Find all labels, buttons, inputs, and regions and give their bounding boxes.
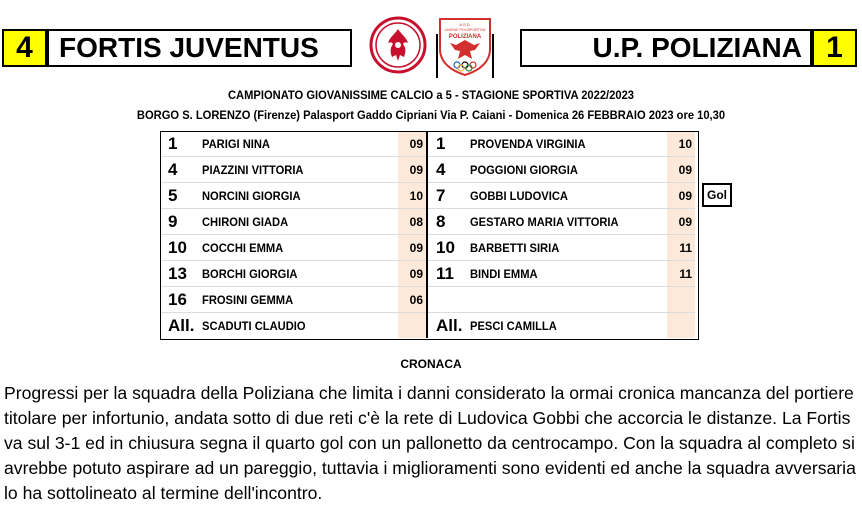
away-player-name-text: BINDI EMMA [470,266,538,281]
lineup-row [160,235,695,261]
home-player-vote: 09 [398,235,427,261]
home-player-number: 4 [160,157,202,183]
away-player-vote [667,287,695,313]
home-player-number: 5 [160,183,202,209]
lineup-row [160,157,695,183]
championship-title: CAMPIONATO GIOVANISSIME CALCIO a 5 - STAGIONE SPORTIVA 2022/2023 [227,88,634,102]
away-player-number: 4 [427,157,470,183]
lineup-row [160,131,695,157]
away-player-name-text: GESTARO MARIA VITTORIA [470,214,619,229]
away-player-vote: 09 [667,209,695,235]
away-player-name [470,235,667,261]
home-player-name [202,235,398,261]
away-player-vote: 11 [667,235,695,261]
home-player-name [202,183,398,209]
home-player-name [202,131,398,157]
away-player-vote [667,313,695,339]
lineup-row [160,183,695,209]
home-player-name-text: BORCHI GIORGIA [202,266,298,281]
away-player-vote: 09 [667,157,695,183]
home-player-name-text: FROSINI GEMMA [202,292,294,307]
home-player-name [202,261,398,287]
home-player-name-text: COCCHI EMMA [202,240,284,255]
fortis-juventus-logo-icon [368,15,428,75]
lineup-row [160,209,695,235]
cronaca-title: CRONACA [400,357,462,371]
goal-marker-badge: Gol [702,183,732,207]
home-player-vote: 08 [398,209,427,235]
away-team-name: U.P. POLIZIANA [520,29,812,67]
home-player-vote: 06 [398,287,427,313]
home-player-name [202,157,398,183]
away-player-name [470,131,667,157]
away-player-number: 10 [427,235,470,261]
away-player-name-text: PESCI CAMILLA [470,318,557,333]
away-player-name [470,313,667,339]
match-venue-date: BORGO S. LORENZO (Firenze) Palasport Gaddo Cipriani Via P. Caiani - Domenica 26 FEBBRAIO 2023 ore 10,30 [136,108,726,122]
logo-text-mid: UNIONE POLISPORTIVA [444,28,486,32]
home-player-name [202,313,398,339]
home-player-name-text: NORCINI GIORGIA [202,188,301,203]
away-player-number [427,287,470,313]
away-player-name-text: GOBBI LUDOVICA [470,188,568,203]
lineup-row [160,287,695,313]
poliziana-logo-icon [436,15,494,77]
away-player-number: All. [427,313,470,339]
home-player-number: 1 [168,133,178,153]
away-player-vote: 11 [667,261,695,287]
home-player-vote: 10 [398,183,427,209]
away-player-name [470,287,667,313]
away-player-vote: 10 [667,131,695,157]
logo-text-top: A.S.D. [459,22,471,27]
home-player-vote: 09 [398,261,427,287]
home-player-name [202,287,398,313]
lineup-row [160,313,695,339]
away-player-name [470,183,667,209]
away-player-name-text: PROVENDA VIRGINIA [470,136,586,151]
lineup-row [160,261,695,287]
home-player-name [202,209,398,235]
home-player-vote: 09 [398,131,427,157]
away-player-name [470,209,667,235]
away-player-number: 8 [427,209,470,235]
away-player-number: 1 [436,133,446,153]
home-score: 4 [2,29,47,67]
home-player-number: 16 [160,287,202,313]
home-player-number: All. [160,313,202,339]
away-player-vote: 09 [667,183,695,209]
away-score: 1 [812,29,857,67]
away-player-name-text: POGGIONI GIORGIA [470,162,578,177]
away-player-name [470,157,667,183]
logo-text-main: POLIZIANA [448,34,482,40]
home-player-number: 10 [160,235,202,261]
cronaca-text: Progressi per la squadra della Poliziana che limita i danni considerato la ormai cronica mancanza del portiere titolare per infortunio, andata sotto di due reti c'è la rete di Ludovica Gobbi che accorcia le distanze. La Fortis va sul 3-1 ed in chiusura segna il quarto gol con un pallonetto da centrocampo. Con la squadra al completo si avrebbe potuto aspirare ad un pareggio, tuttavia i miglioramenti sono evidenti ed anche la squadra avversaria lo ha sottolineato al termine dell'incontro. [4,383,856,503]
home-player-number: 13 [160,261,202,287]
lineup-table [160,131,695,338]
away-player-name [470,261,667,287]
home-player-number: 9 [160,209,202,235]
away-player-number: 11 [427,261,470,287]
home-team-name: FORTIS JUVENTUS [47,29,352,67]
home-player-vote [398,313,427,339]
home-player-name-text: CHIRONI GIADA [202,214,289,229]
home-player-name-text: PIAZZINI VITTORIA [202,162,304,177]
home-player-name-text: PARIGI NINA [202,136,271,151]
home-player-vote: 09 [398,157,427,183]
home-player-name-text: SCADUTI CLAUDIO [202,318,306,333]
away-player-name-text: BARBETTI SIRIA [470,240,560,255]
away-player-number: 7 [427,183,470,209]
